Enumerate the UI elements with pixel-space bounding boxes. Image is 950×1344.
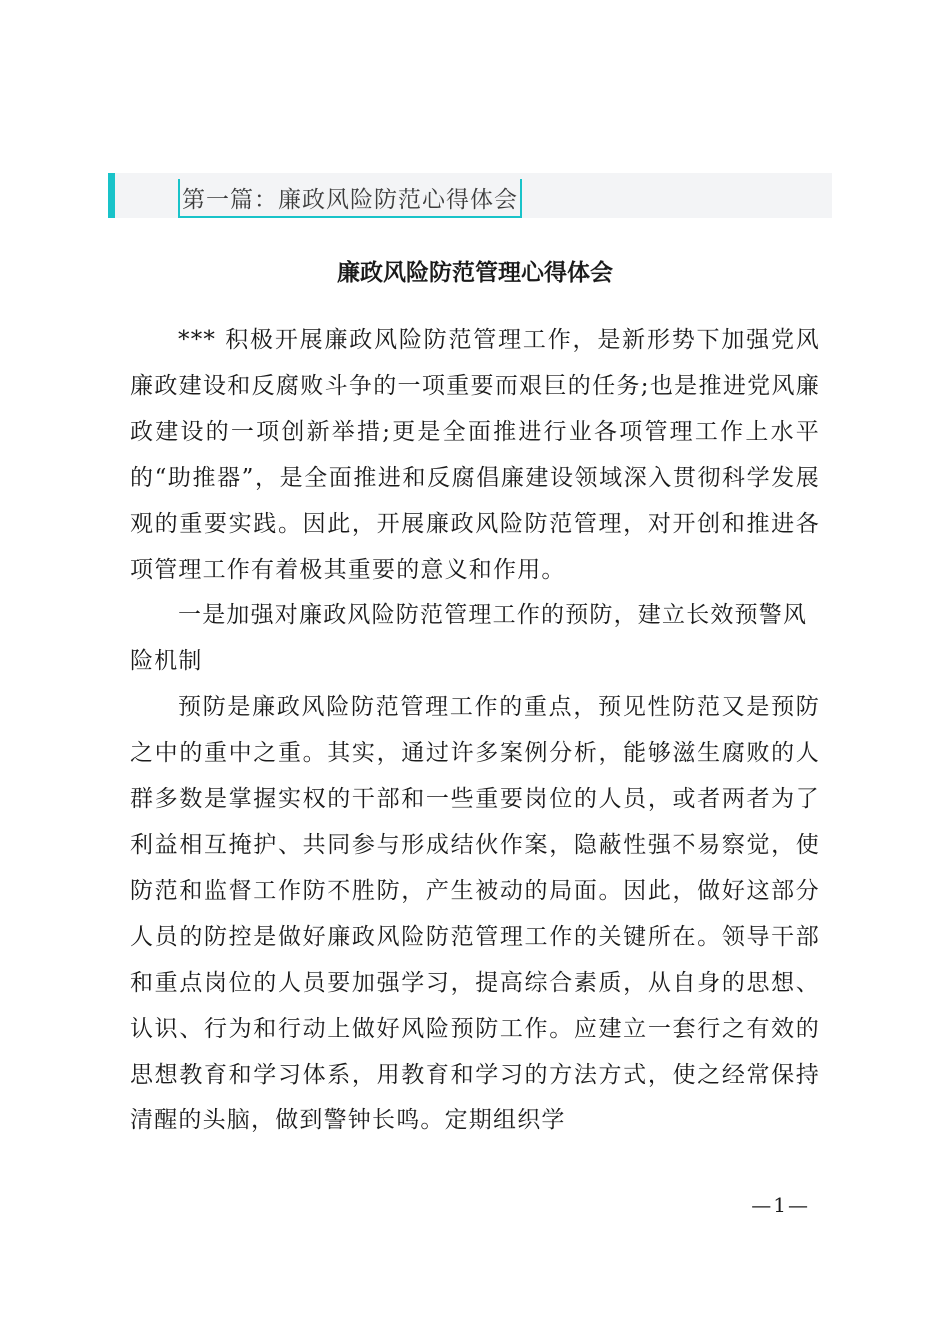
section-title: 第一篇：廉政风险防范心得体会: [182, 187, 518, 213]
paragraph-subheading: 一是加强对廉政风险防范管理工作的预防，建立长效预警风险机制: [130, 602, 808, 675]
section-accent-bar: [108, 173, 115, 218]
paragraph-prevention: 预防是廉政风险防范管理工作的重点，预见性防范又是预防之中的重中之重。其实，通过许多案例分析，能够滋生腐败的人群多数是掌握实权的干部和一些重要岗位的人员，或者两者为了利益相互掩护、共同参与形成结伙作案，隐蔽性强不易察觉，使防范和监督工作防不胜防，产生被动的局面。因此，做好这部分人员的防控是做好廉政风险防范管理工作的关键所在。领导干部和重点岗位的人员要加强学习，提高综合素质，从自身的思想、认识、行为和行动上做好风险预防工作。应建立一套行之有效的思想教育和学习体系，用教育和学习的方法方式，使之经常保持清醒的头脑，做到警钟长鸣。定期组织学: [130, 694, 820, 1134]
section-header: [108, 173, 832, 218]
page-number: —1—: [751, 1193, 810, 1217]
document-body: [130, 318, 820, 1144]
document-title: 廉政风险防范管理心得体会: [337, 259, 613, 286]
section-title-box: [178, 179, 522, 218]
paragraph-intro: *** 积极开展廉政风险防范管理工作，是新形势下加强党风廉政建设和反腐败斗争的一项重要而艰巨的任务;也是推进党风廉政建设的一项创新举措;更是全面推进行业各项管理工作上水平的“助推器”，是全面推进和反腐倡廉建设领域深入贯彻科学发展观的重要实践。因此，开展廉政风险防范管理，对开创和推进各项管理工作有着极其重要的意义和作用。: [130, 327, 820, 583]
